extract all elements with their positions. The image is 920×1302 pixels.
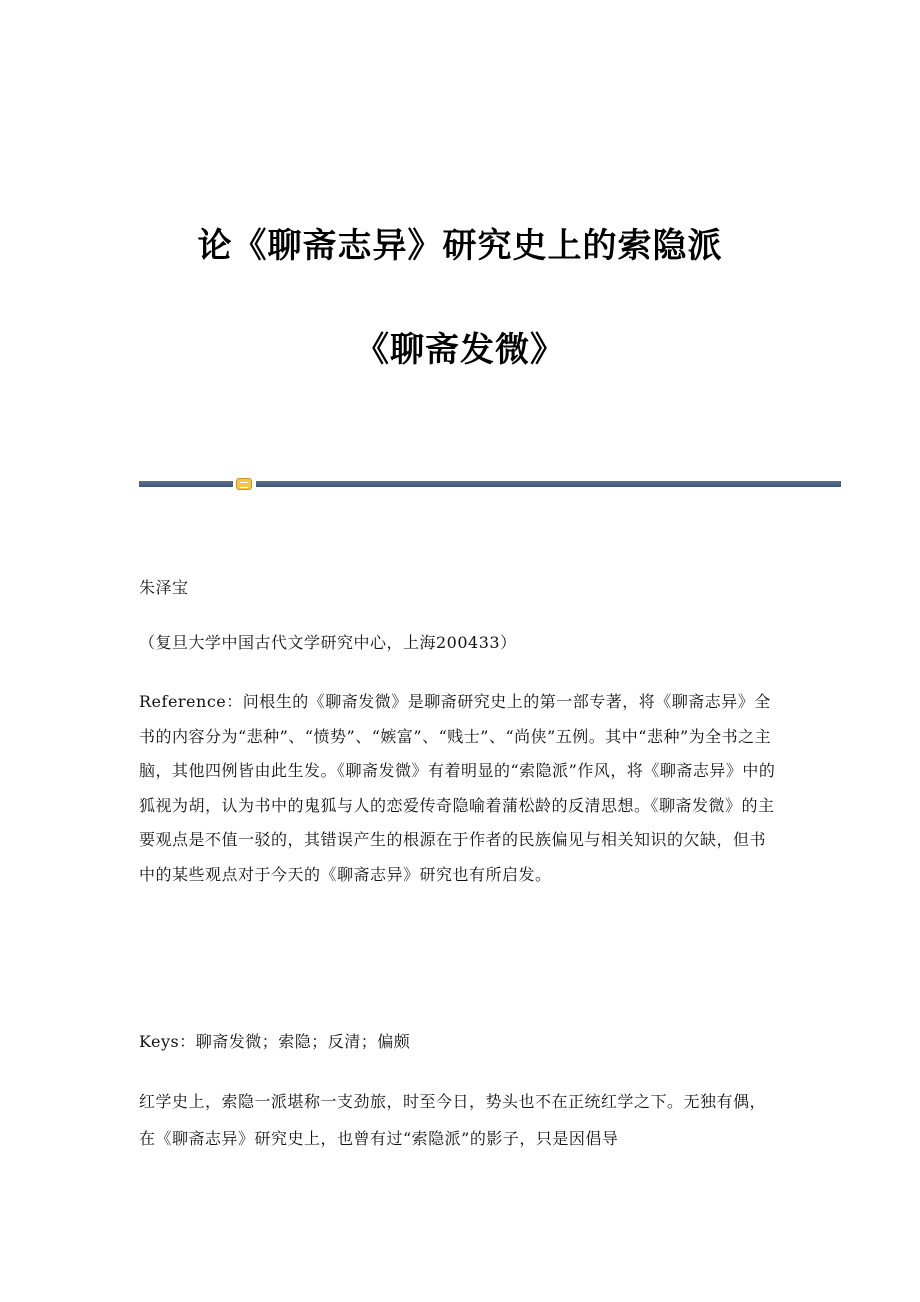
- document-title: 论《聊斋志异》研究史上的索隐派: [197, 226, 723, 266]
- divider-ornament-icon: [236, 478, 252, 490]
- divider-bar-left: [139, 481, 233, 487]
- author-name: 朱泽宝: [139, 578, 189, 597]
- section-divider: [139, 478, 841, 490]
- document-subtitle: 《聊斋发微》: [355, 330, 565, 370]
- divider-bar-right: [256, 481, 841, 487]
- author-affiliation: （复旦大学中国古代文学研究中心，上海200433）: [139, 633, 517, 652]
- keywords: Keys：聊斋发微；索隐；反清；偏颇: [139, 1032, 411, 1051]
- abstract-reference: Reference：问根生的《聊斋发微》是聊斋研究史上的第一部专著，将《聊斋志异》全书的内容分为“悲种”、“愤势”、“嫉富”、“贱士”、“尚侠”五例。其中“悲种”为全书之主脑，其他四例皆由此生发。《聊斋发微》有着明显的“索隐派”作风，将《聊斋志异》中的狐视为胡，认为书中的鬼狐与人的恋爱传奇隐喻着蒲松龄的反清思想。《聊斋发微》的主要观点是不值一驳的，其错误产生的根源在于作者的民族偏见与相关知识的欠缺，但书中的某些观点对于今天的《聊斋志异》研究也有所启发。: [139, 692, 776, 884]
- body-paragraph: 红学史上，索隐一派堪称一支劲旅，时至今日，势头也不在正统红学之下。无独有偶，在《聊斋志异》研究史上，也曾有过“索隐派”的影子，只是因倡导: [139, 1092, 767, 1148]
